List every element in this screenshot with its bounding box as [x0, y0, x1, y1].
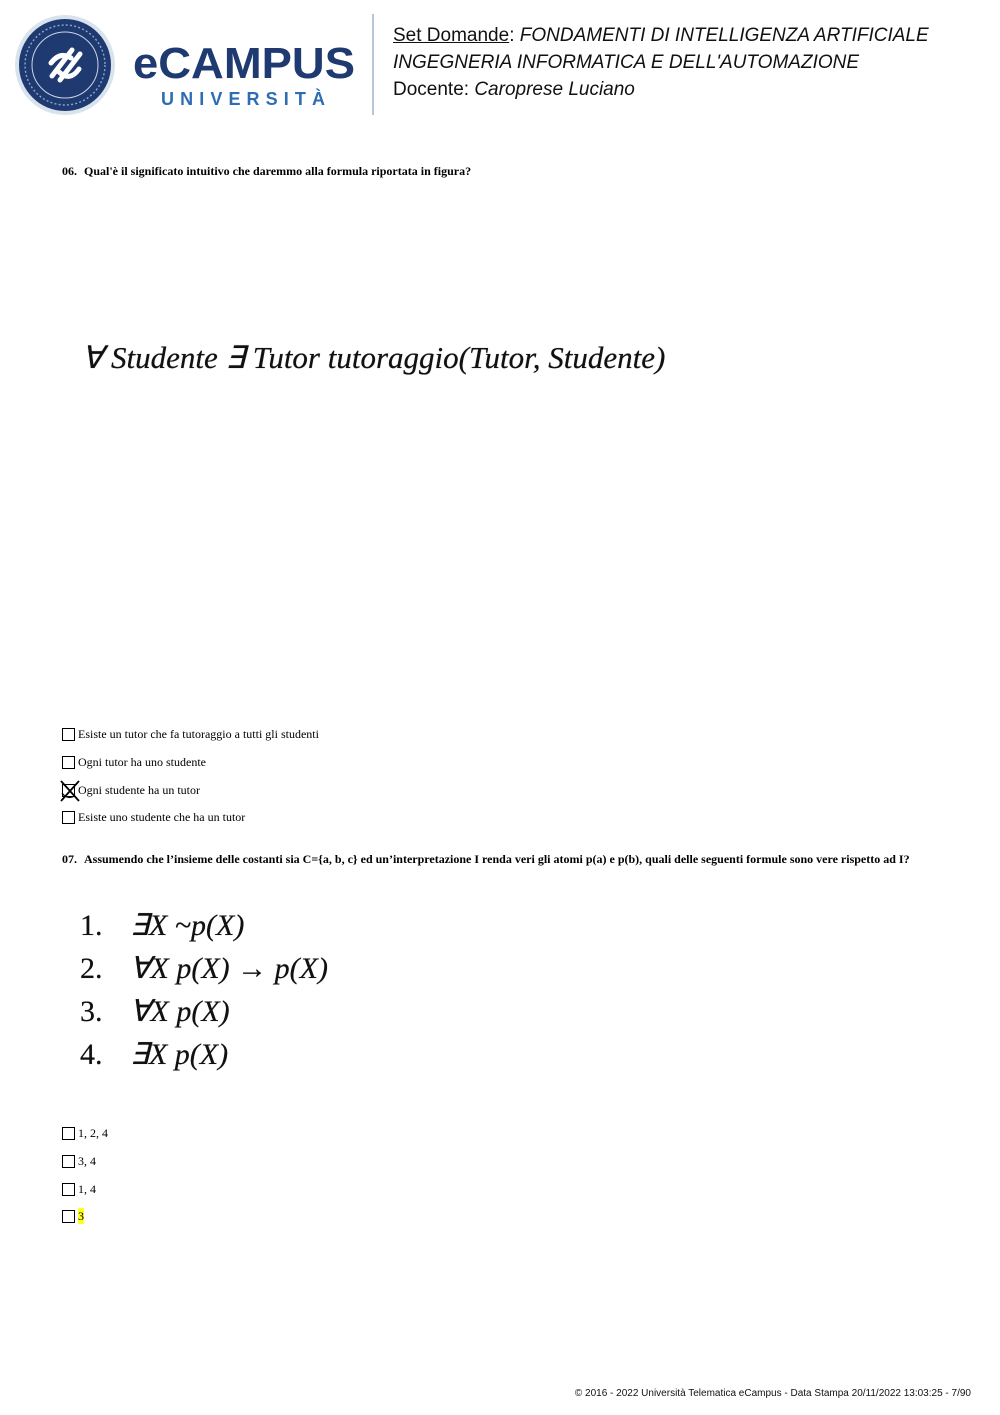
logo-subtext: UNIVERSITÀ: [161, 89, 325, 109]
option-q07-d[interactable]: [62, 1208, 84, 1224]
formula-expression: ∀X p(X): [130, 995, 230, 1028]
logo-text: eCAMPUS: [133, 40, 355, 88]
set-label: Set Domande: [393, 25, 510, 46]
formula-expression: ∃X p(X): [130, 1038, 229, 1071]
option-q06-a[interactable]: [62, 726, 319, 742]
check-x-icon: [59, 779, 81, 803]
formula-row: [80, 1033, 328, 1076]
set-line: [393, 22, 929, 49]
university-seal-logo: [14, 14, 116, 116]
set-separator: :: [509, 25, 520, 46]
checkbox[interactable]: [62, 1127, 75, 1140]
formula-row: [80, 990, 328, 1033]
formula-number: 3.: [80, 995, 103, 1028]
formula-number: 4.: [80, 1038, 103, 1071]
teacher-name: Caroprese Luciano: [474, 79, 635, 100]
option-label: Esiste uno studente che ha un tutor: [78, 810, 246, 824]
formula-expression: ∀X p(X) → p(X): [130, 952, 328, 985]
checkbox[interactable]: [62, 728, 75, 741]
formula-row: [80, 947, 328, 990]
checkbox-checked[interactable]: [62, 784, 75, 797]
question-07-title: [62, 852, 932, 866]
option-q07-a[interactable]: [62, 1125, 108, 1141]
option-label: Esiste un tutor che fa tutoraggio a tutti gli studenti: [78, 727, 319, 741]
formula-image-q06: ∀ Studente ∃ Tutor tutoraggio(Tutor, Studente): [82, 340, 666, 375]
teacher-line: [393, 76, 929, 103]
option-q06-d[interactable]: [62, 809, 245, 825]
checkbox[interactable]: [62, 1183, 75, 1196]
checkbox[interactable]: [62, 811, 75, 824]
option-q06-b[interactable]: [62, 754, 206, 770]
question-text: Assumendo che l’insieme delle costanti sia C={a, b, c} ed un’interpretazione I renda veri gli atomi p(a) e p(b), quali delle seguenti formule sono vere rispetto ad I?: [84, 852, 910, 866]
header-divider: [372, 14, 374, 115]
formula-number: 1.: [80, 909, 103, 942]
checkbox[interactable]: [62, 756, 75, 769]
header-info: [393, 22, 929, 103]
question-number: 06.: [62, 164, 77, 178]
checkbox[interactable]: [62, 1210, 75, 1223]
teacher-label: Docente:: [393, 79, 475, 100]
question-06-title: [62, 164, 942, 178]
option-label: 1, 2, 4: [78, 1126, 108, 1140]
formula-row: [80, 904, 328, 947]
checkbox[interactable]: [62, 1155, 75, 1168]
option-label: Ogni tutor ha uno studente: [78, 755, 206, 769]
option-q06-c[interactable]: [62, 782, 200, 798]
formula-expression: ∃X ~p(X): [130, 909, 245, 942]
option-label: Ogni studente ha un tutor: [78, 783, 200, 797]
course-title: FONDAMENTI DI INTELLIGENZA ARTIFICIALE: [519, 25, 929, 46]
formula-list-image-q07: [80, 904, 328, 1076]
page-footer: © 2016 - 2022 Università Telematica eCampus - Data Stampa 20/11/2022 13:03:25 - 7/90: [574, 1388, 971, 1399]
option-label-highlighted: 3: [78, 1209, 84, 1223]
question-number: 07.: [62, 852, 77, 866]
formula-number: 2.: [80, 952, 103, 985]
option-label: 3, 4: [78, 1154, 96, 1168]
ecampus-wordmark: [133, 40, 358, 110]
option-q07-c[interactable]: [62, 1181, 96, 1197]
option-label: 1, 4: [78, 1182, 96, 1196]
course-degree: INGEGNERIA INFORMATICA E DELL'AUTOMAZIONE: [393, 52, 860, 73]
option-q07-b[interactable]: [62, 1153, 96, 1169]
question-text: Qual'è il significato intuitivo che daremmo alla formula riportata in figura?: [84, 164, 472, 178]
